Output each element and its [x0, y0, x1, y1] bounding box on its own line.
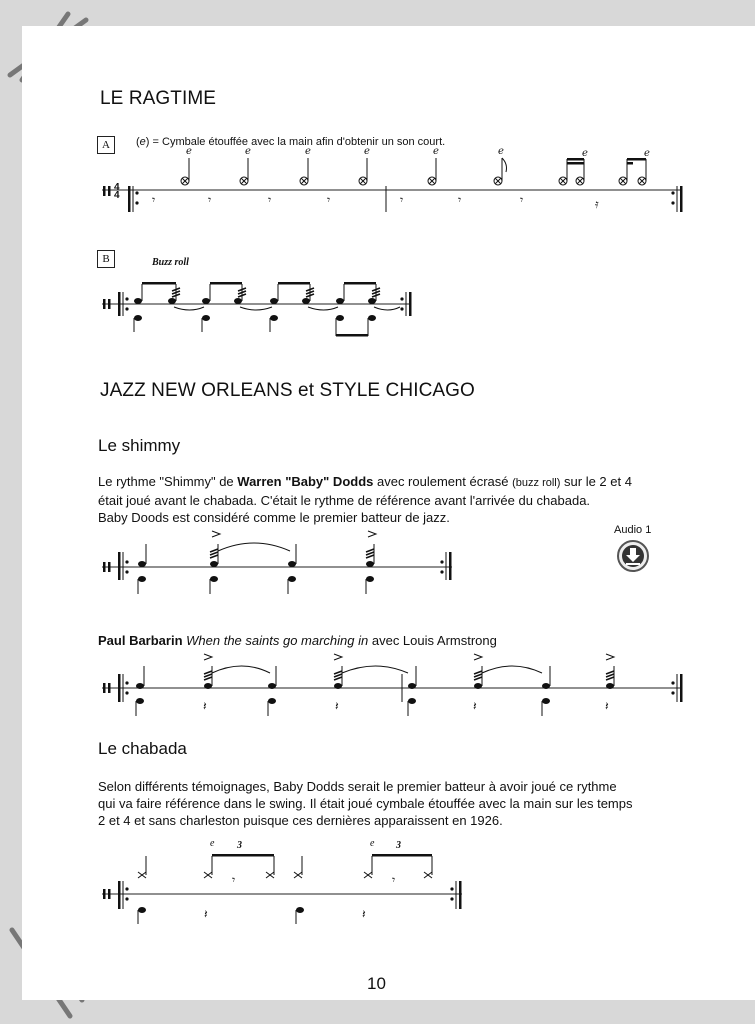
svg-text:e: e: [498, 146, 504, 157]
triplet-mark: 3: [237, 840, 242, 851]
svg-text:𝄾: 𝄾: [520, 193, 524, 207]
section-title-ragtime: LE RAGTIME: [100, 88, 217, 109]
barbarin-name: Paul Barbarin: [98, 633, 183, 648]
svg-text:𝄽: 𝄽: [473, 699, 477, 713]
legend-description: = Cymbale étouffée avec la main afin d'obtenir un son court.: [149, 136, 446, 148]
svg-text:𝄾: 𝄾: [400, 193, 404, 207]
chabada-line-3: 2 et 4 et sans charleston puisque ces dernières apparaissent en 1926.: [98, 813, 503, 828]
chabada-e-mark: e: [370, 838, 375, 849]
staff-chabada: [22, 26, 755, 946]
svg-text:e: e: [433, 146, 439, 157]
chabada-e-mark: e: [210, 838, 215, 849]
page-number: 10: [367, 974, 386, 993]
section-title-jazz: JAZZ NEW ORLEANS et STYLE CHICAGO: [100, 380, 475, 401]
shimmy-text: sur le 2 et 4: [560, 474, 632, 489]
shimmy-line-2: était joué avant le chabada. C'était le rythme de référence avant l'arrivée du chabada.: [98, 493, 591, 508]
shimmy-text: avec roulement écrasé: [373, 474, 513, 489]
page: [22, 26, 755, 1000]
svg-text:𝄾: 𝄾: [458, 193, 462, 207]
heading-chabada: Le chabada: [98, 739, 187, 758]
shimmy-bold-name: Warren "Baby" Dodds: [237, 474, 374, 489]
chabada-line-1: Selon différents témoignages, Baby Dodds serait le premier batteur à avoir joué ce rythme: [98, 779, 617, 794]
buzz-roll-annotation: Buzz roll: [152, 257, 189, 268]
svg-text:𝄽: 𝄽: [203, 699, 207, 713]
svg-text:𝄽: 𝄽: [605, 699, 609, 713]
legend-e: e: [139, 136, 146, 148]
svg-text:e: e: [364, 146, 370, 157]
chabada-line-2: qui va faire référence dans le swing. Il était joué cymbale étouffée avec la main sur les temps: [98, 796, 633, 811]
svg-text:𝄾: 𝄾: [327, 193, 331, 207]
svg-text:𝄽: 𝄽: [362, 907, 366, 921]
barbarin-rest: avec Louis Armstrong: [368, 633, 497, 648]
svg-text:𝄾: 𝄾: [268, 193, 272, 207]
svg-text:𝄾: 𝄾: [392, 873, 396, 887]
svg-text:e: e: [305, 146, 311, 157]
barbarin-song: When the saints go marching in: [182, 633, 369, 648]
svg-text:e: e: [582, 148, 588, 159]
svg-text:e: e: [186, 146, 192, 157]
heading-shimmy: Le shimmy: [98, 436, 181, 455]
shimmy-line-3: Baby Doods est considéré comme le premier batteur de jazz.: [98, 510, 450, 525]
svg-text:e: e: [644, 148, 650, 159]
svg-text:𝄾: 𝄾: [152, 193, 156, 207]
svg-text:e: e: [245, 146, 251, 157]
time-signature-top: 4: [114, 182, 120, 193]
svg-text:𝄽: 𝄽: [335, 699, 339, 713]
shimmy-text: Le rythme "Shimmy" de: [98, 474, 238, 489]
audio-label: Audio 1: [614, 524, 652, 536]
triplet-mark: 3: [396, 840, 401, 851]
example-label-a: A: [97, 136, 115, 154]
svg-text:𝄿: 𝄿: [595, 197, 599, 211]
legend-text: (e) = Cymbale étouffée avec la main afin d'obtenir un son court.: [136, 136, 446, 148]
shimmy-small-text: (buzz roll): [512, 477, 561, 489]
example-label-b: B: [97, 250, 115, 268]
svg-text:𝄾: 𝄾: [208, 193, 212, 207]
svg-text:𝄾: 𝄾: [232, 873, 236, 887]
svg-text:𝄽: 𝄽: [204, 907, 208, 921]
time-signature-bottom: 4: [114, 190, 120, 201]
